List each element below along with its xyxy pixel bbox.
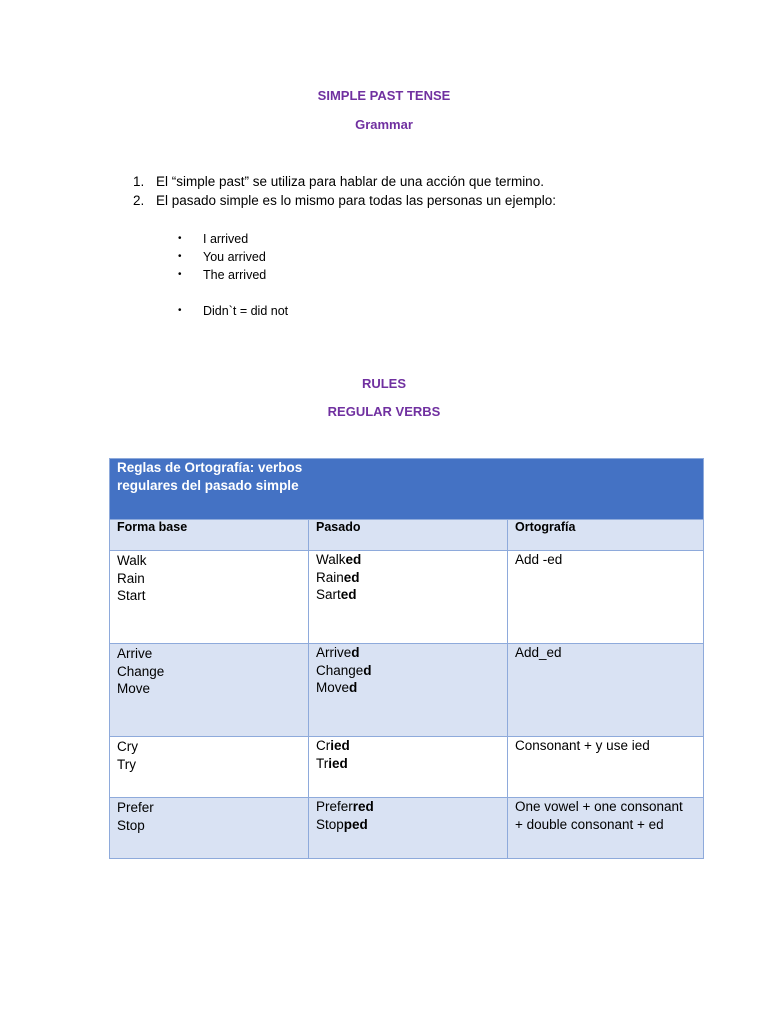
past-ending: red: [352, 799, 374, 814]
past-verb: [316, 586, 500, 604]
past-stem: Tr: [316, 755, 329, 771]
base-verb: Stop: [117, 817, 145, 833]
past-stem: Move: [316, 680, 350, 695]
past-ending: ed: [345, 552, 362, 567]
past-stem: Stop: [316, 816, 344, 832]
table-row: [110, 798, 704, 859]
table-row: [110, 737, 704, 798]
past-ending: ed: [343, 569, 360, 585]
base-cell: [110, 737, 309, 798]
past-ending: d: [363, 662, 372, 678]
past-ending: d: [349, 680, 358, 695]
past-stem: Walk: [316, 552, 346, 567]
base-verb: Cry: [117, 739, 138, 754]
spelling-rules-table: [109, 458, 704, 859]
past-stem: Change: [316, 662, 364, 678]
bullet-text: The arrived: [203, 268, 267, 282]
bullet-icon: •: [178, 269, 182, 280]
base-verb: Change: [117, 663, 165, 679]
past-verb: [316, 644, 500, 662]
past-stem: Rain: [316, 569, 344, 585]
table-title-line: regulares del pasado simple: [117, 477, 299, 493]
past-stem: Arrive: [316, 645, 352, 660]
base-cell: [110, 551, 309, 644]
bullet-text: Didn`t = did not: [203, 304, 289, 318]
item-text: El “simple past” se utiliza para hablar de una acción que termino.: [156, 174, 544, 189]
base-verb: Start: [117, 588, 146, 603]
base-cell: [110, 798, 309, 859]
bullet-item: [178, 302, 288, 320]
spelling-cell: [508, 644, 704, 737]
table-title-row: [110, 459, 704, 520]
past-stem: Sart: [316, 587, 341, 602]
bullet-text: You arrived: [203, 250, 266, 264]
numbered-list: [133, 172, 556, 210]
examples-bullet-list: [178, 230, 266, 284]
note-bullet-list: [178, 302, 288, 320]
spelling-cell: [508, 737, 704, 798]
numbered-item: [133, 172, 556, 191]
bullet-item: [178, 266, 266, 284]
past-cell: [309, 551, 508, 644]
past-ending: ed: [340, 587, 357, 602]
table-title-line: Reglas de Ortografía: verbos: [117, 460, 303, 475]
past-cell: [309, 737, 508, 798]
past-stem: Cr: [316, 738, 331, 753]
rules-heading: RULES: [361, 376, 407, 391]
past-verb: [316, 755, 500, 773]
spelling-rule: + double consonant + ed: [515, 816, 664, 832]
base-verb: Try: [117, 756, 136, 772]
base-verb: Walk: [117, 553, 147, 568]
header-forma-base: Forma base: [110, 520, 309, 551]
table-row: [110, 551, 704, 644]
regular-verbs-heading: REGULAR VERBS: [327, 404, 441, 419]
base-verb: Rain: [117, 570, 145, 586]
spelling-cell: [508, 798, 704, 859]
spelling-rule: One vowel + one consonant: [515, 799, 683, 814]
bullet-item: [178, 230, 266, 248]
bullet-icon: •: [178, 305, 182, 316]
past-verb: [316, 569, 500, 587]
item-number: 2.: [133, 193, 145, 208]
bullet-item: [178, 248, 266, 266]
numbered-item: [133, 191, 556, 210]
base-verb: Arrive: [117, 646, 153, 661]
document-title: SIMPLE PAST TENSE: [317, 88, 451, 103]
past-ending: ied: [328, 755, 348, 771]
past-verb: [316, 551, 500, 569]
base-verb: Prefer: [117, 800, 154, 815]
bullet-icon: •: [178, 251, 182, 262]
spelling-rule: Add_ed: [515, 645, 562, 660]
past-ending: d: [351, 645, 360, 660]
header-ortografia: Ortografía: [508, 520, 704, 551]
past-ending: ied: [330, 738, 350, 753]
document-subtitle: Grammar: [355, 117, 413, 132]
bullet-text: I arrived: [203, 232, 249, 246]
spelling-rule: Consonant + y use ied: [515, 738, 650, 753]
past-stem: Prefer: [316, 799, 353, 814]
past-cell: [309, 798, 508, 859]
past-verb: [316, 662, 500, 680]
past-cell: [309, 644, 508, 737]
past-verb: [316, 679, 500, 697]
past-verb: [316, 816, 500, 834]
spelling-rule: Add -ed: [515, 552, 563, 567]
past-verb: [316, 737, 500, 755]
base-cell: [110, 644, 309, 737]
item-text: El pasado simple es lo mismo para todas las personas un ejemplo:: [156, 193, 556, 208]
table-title-cell: [110, 459, 704, 520]
past-verb: [316, 798, 500, 816]
base-verb: Move: [117, 681, 151, 696]
item-number: 1.: [133, 174, 145, 189]
table-header-row: [110, 520, 704, 551]
table-row: [110, 644, 704, 737]
header-pasado: Pasado: [309, 520, 508, 551]
spelling-cell: [508, 551, 704, 644]
bullet-icon: •: [178, 233, 182, 244]
past-ending: ped: [343, 816, 368, 832]
